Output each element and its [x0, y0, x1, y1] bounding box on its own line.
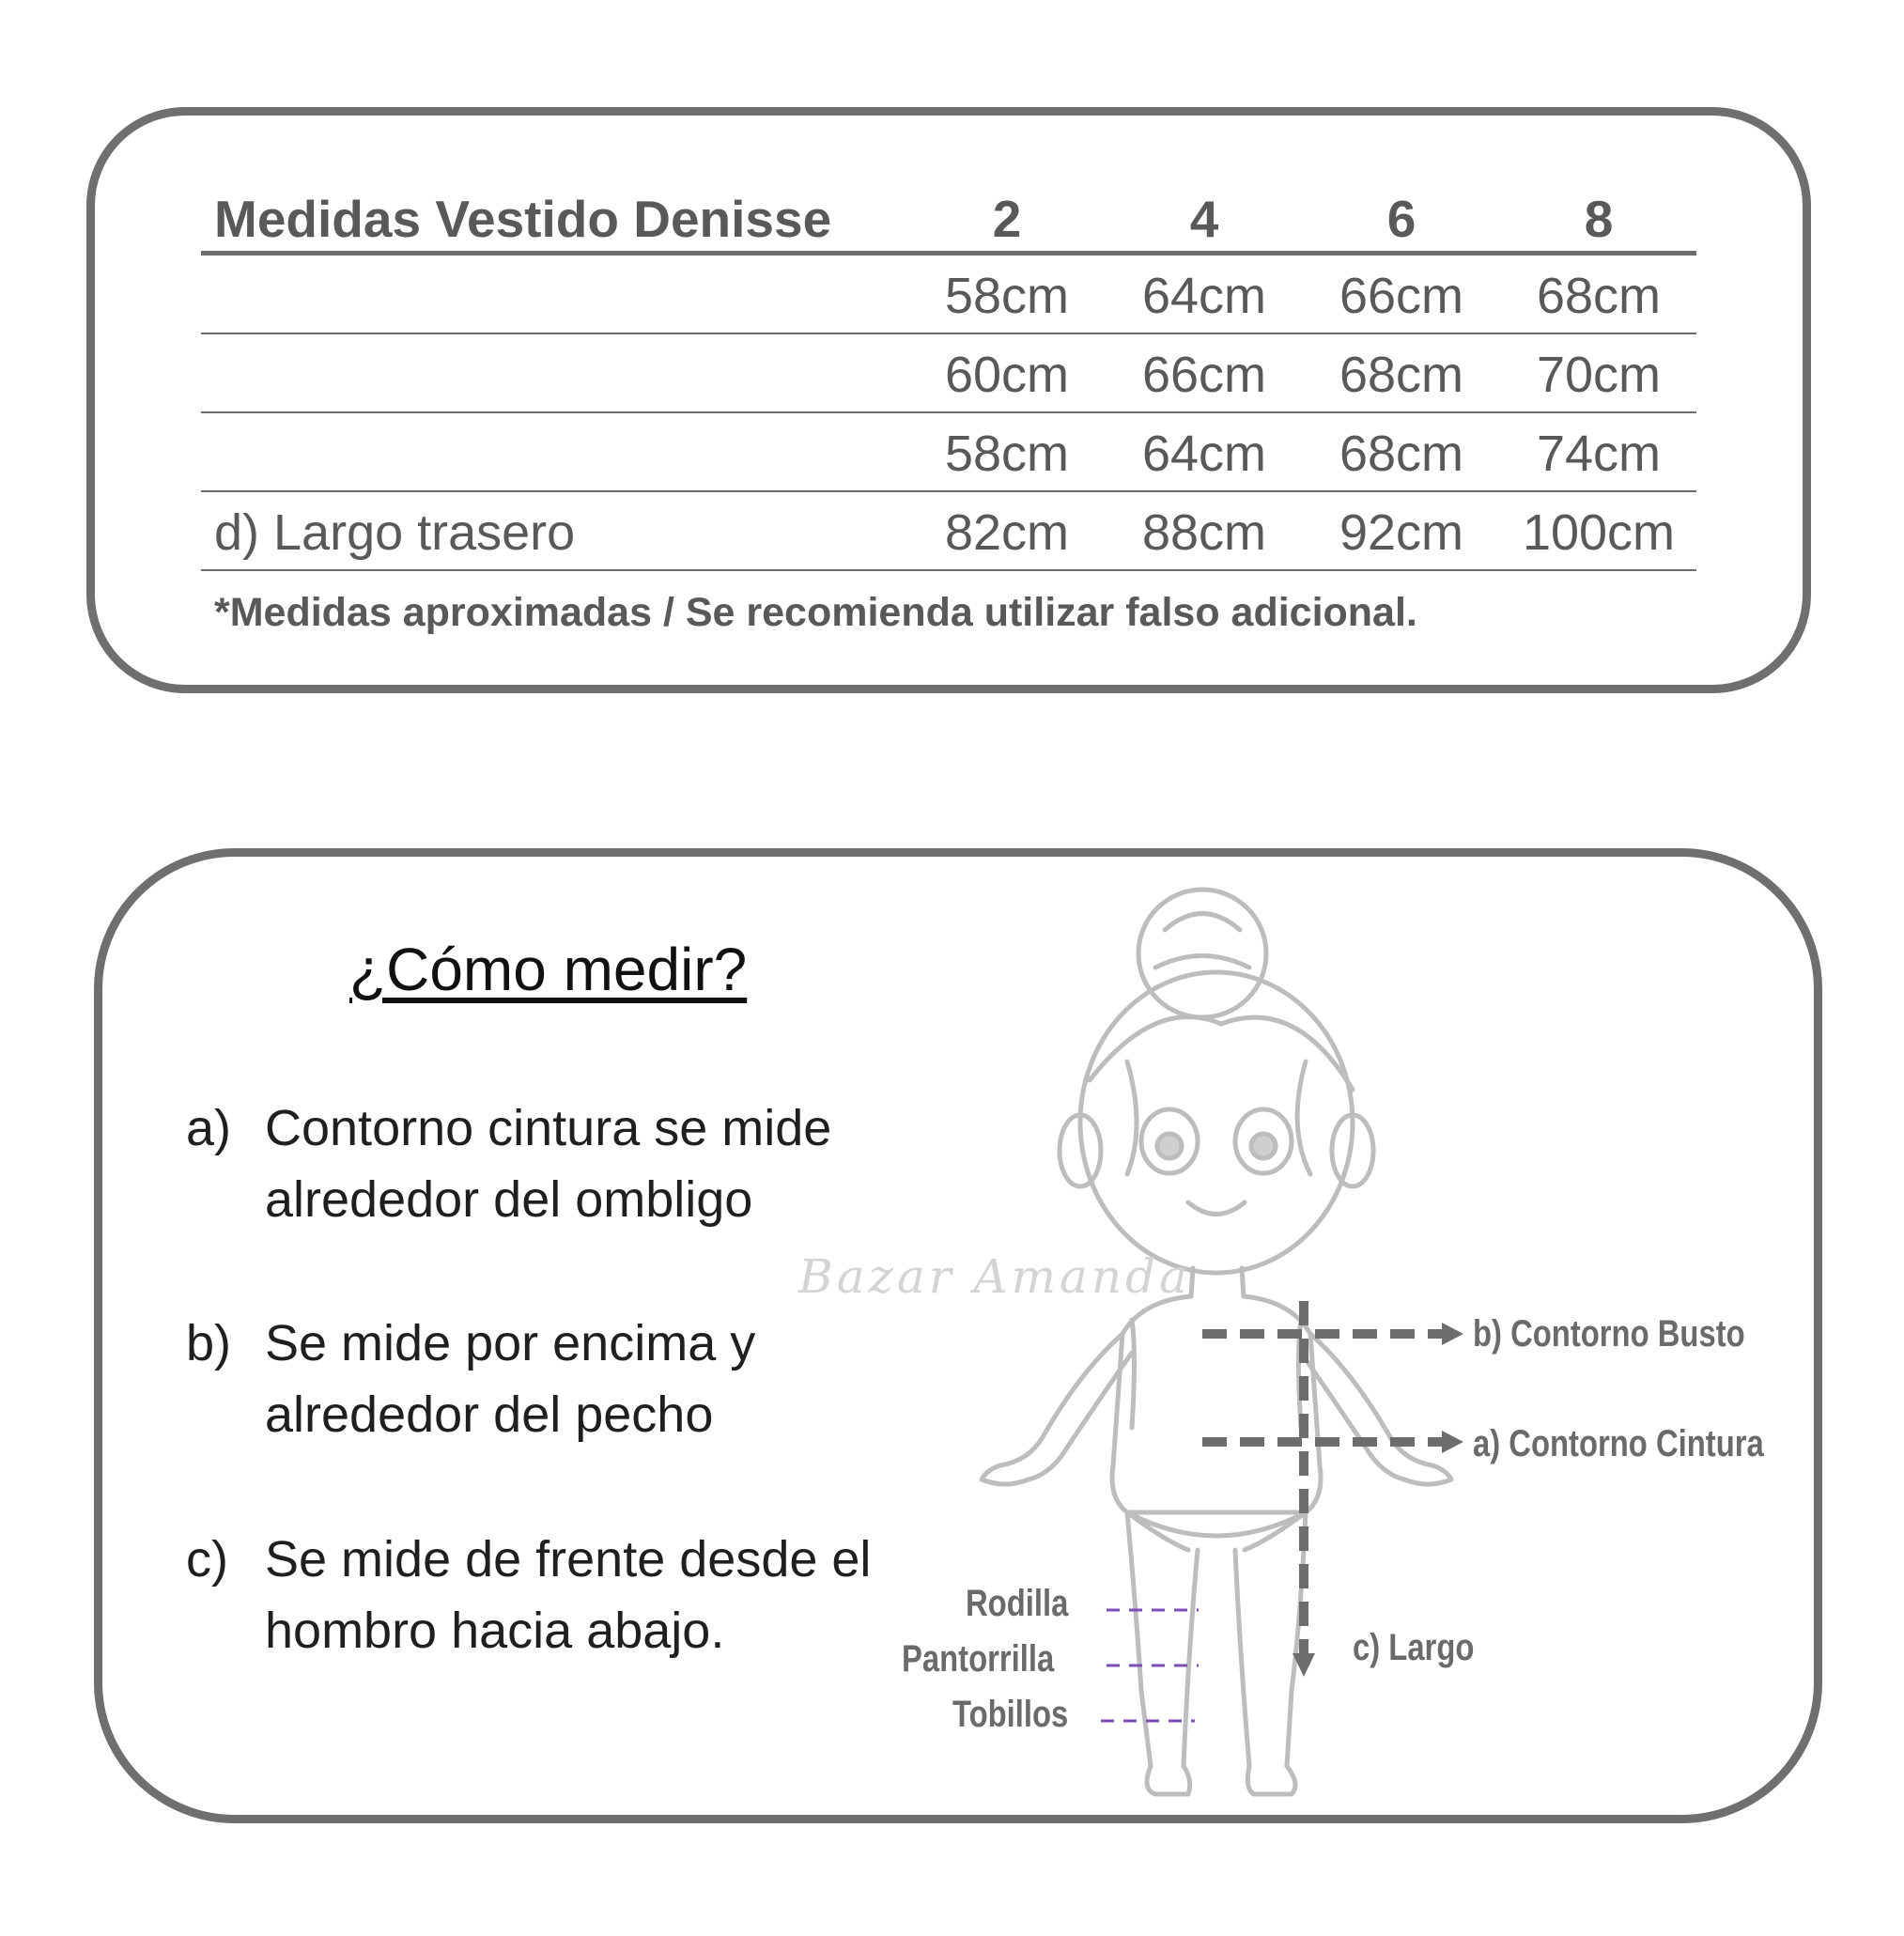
table-row	[201, 256, 1696, 334]
row-label: d) Largo trasero	[214, 504, 576, 561]
size-header: 8	[1584, 190, 1614, 248]
table-cell: 92cm	[1339, 504, 1464, 561]
size-header: 4	[1189, 190, 1219, 248]
table-cell: 58cm	[944, 268, 1070, 324]
table-note: *Medidas aproximadas / Se recomienda utilizar falso adicional.	[214, 590, 1417, 635]
table-header-row	[201, 182, 1696, 256]
size-header: 6	[1386, 190, 1416, 248]
table-cell: 70cm	[1536, 347, 1662, 403]
table-cell: 68cm	[1339, 426, 1464, 482]
watermark: Bazar Amanda	[798, 1249, 1191, 1304]
step-letter: b)	[186, 1315, 232, 1371]
table-cell: 66cm	[1339, 268, 1464, 324]
table-title: Medidas Vestido Denisse	[214, 190, 832, 248]
table-cell: 64cm	[1141, 268, 1267, 324]
table-cell: 66cm	[1141, 347, 1267, 403]
table-cell: 88cm	[1141, 504, 1267, 561]
label-contorno-cintura: a) Contorno Cintura	[1473, 1423, 1764, 1464]
label-largo: c) Largo	[1353, 1627, 1475, 1668]
table-cell: 58cm	[944, 426, 1070, 482]
table-row	[201, 334, 1696, 413]
table-row	[201, 492, 1696, 571]
table-cell: 60cm	[944, 347, 1070, 403]
label-tobillos: Tobillos	[952, 1694, 1069, 1735]
table-cell: 74cm	[1536, 426, 1662, 482]
size-table	[201, 182, 1696, 571]
step-letter: c)	[186, 1531, 228, 1588]
table-cell: 68cm	[1339, 347, 1464, 403]
table-cell: 68cm	[1536, 268, 1662, 324]
label-contorno-busto: b) Contorno Busto	[1473, 1313, 1745, 1355]
step-text: Se mide de frente desde el hombro hacia abajo.	[265, 1531, 872, 1659]
table-cell: 100cm	[1522, 504, 1676, 561]
step-text: Contorno cintura se mide alrededor del ombligo	[265, 1100, 832, 1228]
size-header: 2	[992, 190, 1022, 248]
step-text: Se mide por encima y alrededor del pecho	[265, 1315, 756, 1443]
how-to-title: ¿Cómo medir?	[349, 936, 748, 1003]
label-pantorrilla: Pantorrilla	[902, 1638, 1055, 1680]
table-cell: 64cm	[1141, 426, 1267, 482]
table-row	[201, 413, 1696, 492]
label-rodilla: Rodilla	[966, 1583, 1069, 1624]
table-cell: 82cm	[944, 504, 1070, 561]
step-letter: a)	[186, 1100, 232, 1156]
